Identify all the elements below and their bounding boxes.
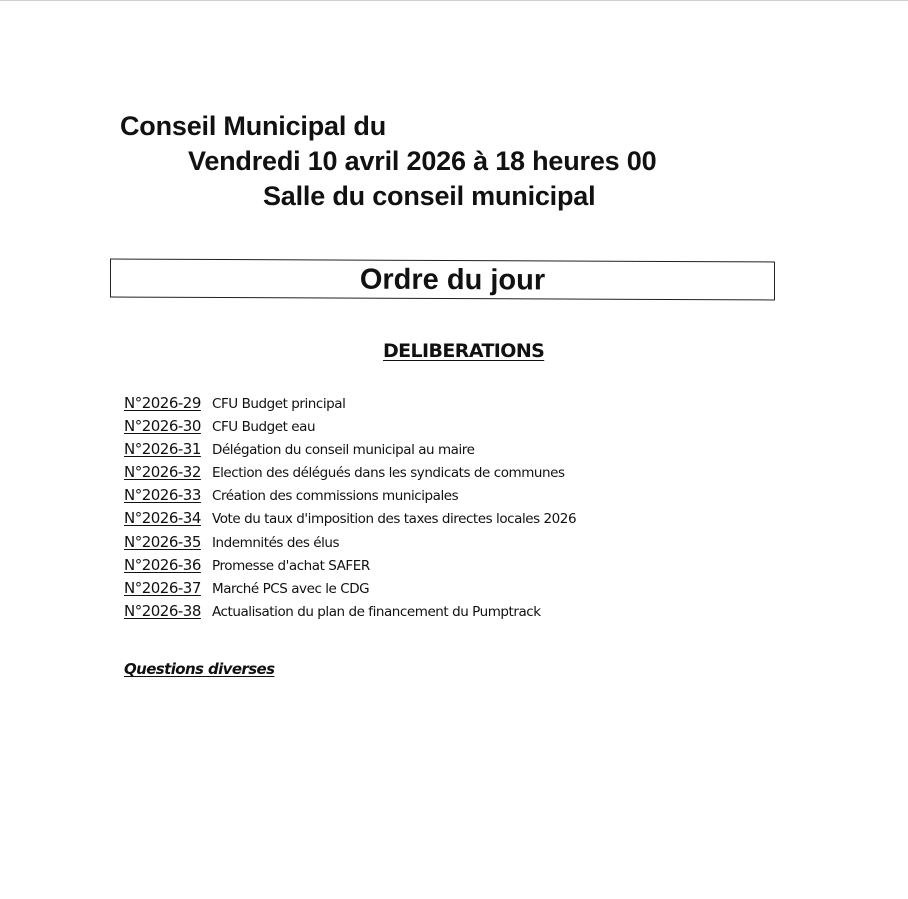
list-item: [124, 602, 576, 625]
list-item: [124, 394, 576, 417]
deliberation-text: Election des délégués dans les syndicats de communes: [212, 465, 565, 482]
section-title-deliberations: DELIBERATIONS: [383, 340, 545, 362]
list-item: [124, 533, 576, 556]
list-item: [124, 486, 576, 509]
list-item: [124, 556, 576, 579]
list-item: [124, 509, 576, 532]
deliberation-text: Actualisation du plan de financement du Pumptrack: [212, 603, 541, 620]
deliberation-number: N°2026-36: [124, 555, 201, 574]
deliberation-number: N°2026-30: [124, 417, 201, 436]
deliberation-text: CFU Budget eau: [212, 419, 316, 436]
deliberation-text: Promesse d'achat SAFER: [212, 557, 370, 574]
deliberation-number: N°2026-32: [124, 463, 201, 482]
header-location: Salle du conseil municipal: [263, 181, 596, 211]
deliberation-text: CFU Budget principal: [212, 396, 346, 412]
deliberation-list: [124, 394, 576, 625]
deliberation-text: Création des commissions municipales: [212, 488, 459, 505]
deliberation-number: N°2026-29: [124, 394, 201, 412]
deliberation-number: N°2026-37: [124, 578, 201, 597]
list-item: [124, 417, 576, 440]
list-item: [124, 463, 576, 486]
deliberation-number: N°2026-33: [124, 486, 201, 505]
list-item: [124, 579, 576, 602]
header-title: Conseil Municipal du: [120, 111, 387, 141]
list-item: [124, 440, 576, 463]
deliberation-number: N°2026-38: [124, 601, 201, 620]
deliberation-number: N°2026-31: [124, 440, 201, 459]
deliberation-text: Indemnités des élus: [212, 534, 340, 551]
questions-diverses: Questions diverses: [124, 660, 275, 678]
agenda-title: Ordre du jour: [359, 263, 546, 297]
header-date: Vendredi 10 avril 2026 à 18 heures 00: [188, 146, 657, 176]
deliberation-text: Délégation du conseil municipal au maire: [212, 442, 475, 459]
agenda-title-box: [110, 259, 775, 301]
deliberation-number: N°2026-35: [124, 532, 201, 551]
deliberation-text: Vote du taux d'imposition des taxes directes locales 2026: [212, 511, 577, 528]
deliberation-number: N°2026-34: [124, 509, 201, 528]
page-top-border: [0, 0, 908, 1]
deliberation-text: Marché PCS avec le CDG: [212, 580, 370, 597]
